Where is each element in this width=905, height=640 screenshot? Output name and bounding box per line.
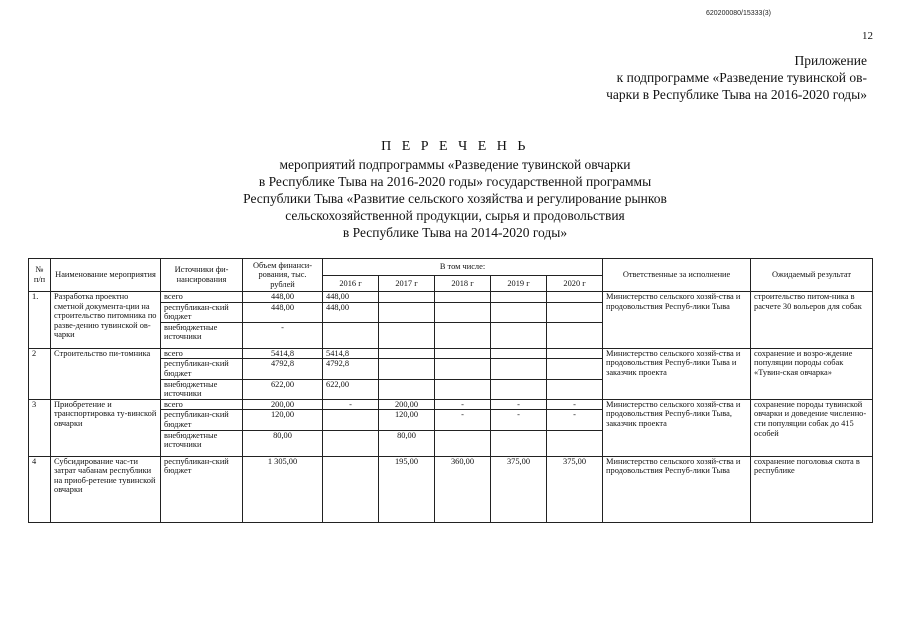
row-2019 (491, 348, 547, 359)
heading-line-4: сельскохозяйственной продукции, сырья и продовольствия (285, 208, 625, 223)
row-volume: 4792,8 (243, 359, 323, 379)
row-volume: - (243, 322, 323, 348)
row-2019 (491, 292, 547, 303)
row-responsible: Министерство сельского хозяй-ства и продовольствия Респуб-лики Тыва (603, 456, 751, 522)
row-volume: 448,00 (243, 302, 323, 322)
row-2018 (435, 379, 491, 399)
row-2016: 448,00 (323, 292, 379, 303)
row-2020: - (547, 399, 603, 410)
header-year-2017: 2017 г (379, 276, 435, 292)
row-volume: 200,00 (243, 399, 323, 410)
header-sources: Источники фи-нансирования (161, 259, 243, 292)
header-year-2016: 2016 г (323, 276, 379, 292)
row-source: внебюджетные источники (161, 379, 243, 399)
row-2019 (491, 359, 547, 379)
row-2016 (323, 430, 379, 456)
row-2017 (379, 302, 435, 322)
row-2016 (323, 456, 379, 522)
row-source: внебюджетные источники (161, 322, 243, 348)
row-source: республикан-ский бюджет (161, 410, 243, 430)
row-volume: 448,00 (243, 292, 323, 303)
row-2019: - (491, 410, 547, 430)
row-2019 (491, 379, 547, 399)
row-source: республикан-ский бюджет (161, 456, 243, 522)
heading-line-5: в Республике Тыва на 2014-2020 годы» (342, 225, 568, 240)
activities-table (28, 258, 873, 523)
row-2018 (435, 302, 491, 322)
row-2016 (323, 322, 379, 348)
header-including: В том числе: (323, 259, 603, 276)
row-2020 (547, 430, 603, 456)
heading-line-3: Республики Тыва «Развитие сельского хозяйства и регулирование рынков (243, 191, 667, 206)
appendix-line-3: чарки в Республике Тыва на 2016-2020 годы» (606, 87, 867, 102)
row-2017 (379, 348, 435, 359)
row-2018 (435, 359, 491, 379)
header-volume: Объем финанси-рования, тыс. рублей (243, 259, 323, 292)
header-name: Наименование мероприятия (51, 259, 161, 292)
row-volume: 80,00 (243, 430, 323, 456)
appendix-caption (606, 52, 867, 103)
row-volume: 622,00 (243, 379, 323, 399)
row-source: всего (161, 399, 243, 410)
heading-line-2: в Республике Тыва на 2016-2020 годы» государственной программы (258, 174, 652, 189)
row-2017: 80,00 (379, 430, 435, 456)
table-row (29, 348, 873, 359)
row-activity-name: Субсидирование час-ти затрат чабанам республики на приоб-ретение тувинской овчарки (51, 456, 161, 522)
row-2016 (323, 410, 379, 430)
row-source: республикан-ский бюджет (161, 302, 243, 322)
header-year-2020: 2020 г (547, 276, 603, 292)
row-2019: - (491, 399, 547, 410)
row-activity-name: Строительство пи-томника (51, 348, 161, 399)
row-volume: 5414,8 (243, 348, 323, 359)
row-2019 (491, 302, 547, 322)
appendix-line-1: Приложение (794, 53, 867, 68)
row-2018: - (435, 399, 491, 410)
row-2017 (379, 292, 435, 303)
row-2019 (491, 322, 547, 348)
row-volume: 120,00 (243, 410, 323, 430)
row-2016: 5414,8 (323, 348, 379, 359)
row-2017 (379, 379, 435, 399)
row-number: 2 (29, 348, 51, 399)
table-row (29, 399, 873, 410)
row-responsible: Министерство сельского хозяй-ства и продовольствия Респуб-лики Тыва, заказчик проекта (603, 399, 751, 456)
row-2018 (435, 348, 491, 359)
row-2020 (547, 348, 603, 359)
row-2020 (547, 292, 603, 303)
row-source: всего (161, 348, 243, 359)
row-activity-name: Разработка проектно сметной документа-ции на строительство питомника по разве-дению тувинской ов-чарки (51, 292, 161, 349)
row-2016: 4792,8 (323, 359, 379, 379)
row-source: внебюджетные источники (161, 430, 243, 456)
row-result: сохранение и возро-ждение популяции породы собак «Тувин-ская овчарка» (751, 348, 873, 399)
header-num: № п/п (29, 259, 51, 292)
header-year-2018: 2018 г (435, 276, 491, 292)
row-result: сохранение породы тувинской овчарки и доведение численно-сти популяции собак до 415 особей (751, 399, 873, 456)
heading-line-1: мероприятий подпрограммы «Разведение тувинской овчарки (279, 157, 631, 172)
page-number: 12 (862, 30, 873, 42)
row-number: 3 (29, 399, 51, 456)
row-2020 (547, 302, 603, 322)
row-2017: 120,00 (379, 410, 435, 430)
row-source: всего (161, 292, 243, 303)
row-2019: 375,00 (491, 456, 547, 522)
row-number: 4 (29, 456, 51, 522)
row-2018 (435, 430, 491, 456)
row-2020: - (547, 410, 603, 430)
row-result: строительство питом-ника в расчете 30 вольеров для собак (751, 292, 873, 349)
header-result: Ожидаемый результат (751, 259, 873, 292)
document-id: 620200080/15333(3) (706, 10, 772, 17)
table-row (29, 292, 873, 303)
row-2016: 622,00 (323, 379, 379, 399)
row-source: республикан-ский бюджет (161, 359, 243, 379)
header-responsible: Ответственные за исполнение (603, 259, 751, 292)
row-activity-name: Приобретение и транспортировка ту-винской овчарки (51, 399, 161, 456)
row-2018: 360,00 (435, 456, 491, 522)
document-heading (140, 138, 770, 241)
row-2016: 448,00 (323, 302, 379, 322)
row-2017 (379, 322, 435, 348)
row-2020: 375,00 (547, 456, 603, 522)
table-row (29, 456, 873, 522)
row-2016: - (323, 399, 379, 410)
row-2018 (435, 292, 491, 303)
row-number: 1. (29, 292, 51, 349)
row-2018 (435, 322, 491, 348)
row-2020 (547, 379, 603, 399)
row-2020 (547, 359, 603, 379)
row-volume: 1 305,00 (243, 456, 323, 522)
appendix-line-2: к подпрограмме «Разведение тувинской ов- (616, 70, 867, 85)
row-2017 (379, 359, 435, 379)
row-2017: 200,00 (379, 399, 435, 410)
row-2018: - (435, 410, 491, 430)
heading-title: П Е Р Е Ч Е Н Ь (381, 139, 529, 154)
row-2020 (547, 322, 603, 348)
row-responsible: Министерство сельского хозяй-ства и продовольствия Респуб-лики Тыва и заказчик проекта (603, 348, 751, 399)
header-year-2019: 2019 г (491, 276, 547, 292)
row-2017: 195,00 (379, 456, 435, 522)
row-2019 (491, 430, 547, 456)
row-result: сохранение поголовья скота в республике (751, 456, 873, 522)
row-responsible: Министерство сельского хозяй-ства и продовольствия Респуб-лики Тыва (603, 292, 751, 349)
